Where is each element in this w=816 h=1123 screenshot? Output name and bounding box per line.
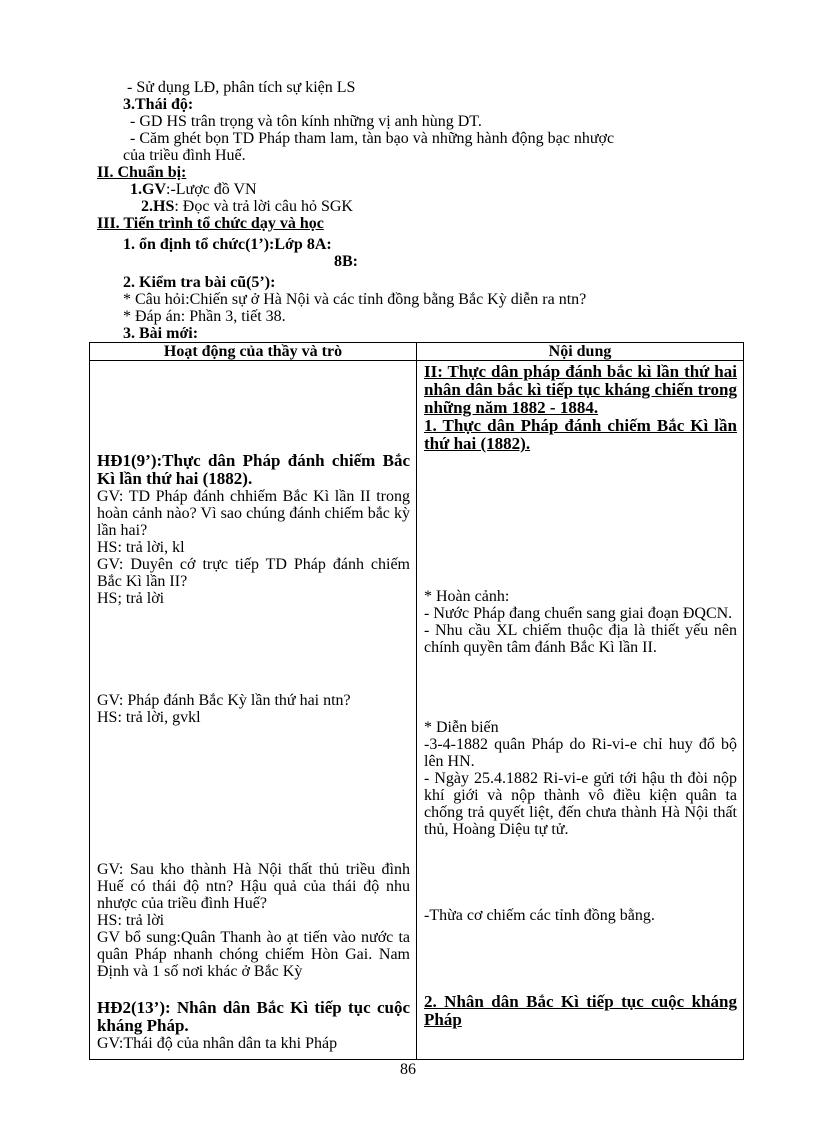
- teacher-question: GV: TD Pháp đánh chhiếm Bắc Kì lần II trong hoàn cảnh nào? Vì sao chúng đánh chiếm bắc kỳ lần hai?: [97, 488, 410, 539]
- content-column: [417, 361, 744, 1060]
- new-lesson-heading: 3. Bài mới:: [123, 325, 199, 342]
- teacher-addition: GV bổ sung:Quân Thanh ào ạt tiến vào nước ta quân Pháp nhanh chóng chiếm Hòn Gai. Nam Định và 1 số nơi khác ở Bắc Kỳ: [97, 929, 410, 980]
- text-line: - Sử dụng LĐ, phân tích sự kiện LS: [127, 79, 356, 96]
- student-answer: HS: trả lời: [97, 912, 165, 929]
- teacher-question: GV: Duyên cớ trực tiếp TD Pháp đánh chiếm Bắc Kì lần II?: [97, 556, 410, 590]
- teacher-question: GV:Thái độ của nhân dân ta khi Pháp: [97, 1035, 338, 1052]
- context-label: * Hoàn cảnh:: [424, 588, 510, 605]
- lesson-table: [89, 342, 744, 1060]
- events-label: * Diễn biến: [424, 719, 499, 736]
- section-heading-process: III. Tiến trình tổ chức dạy và học: [97, 215, 324, 232]
- activities-column: [90, 361, 417, 1060]
- subsection-1-title: 1. Thực dân Pháp đánh chiếm Bắc Kì lần thứ hai (1882).: [424, 416, 737, 453]
- activity-2-title: HĐ2(13’): Nhân dân Bắc Kì tiếp tục cuộc kháng Pháp.: [97, 998, 410, 1035]
- header-activities: Hoạt động của thầy và trò: [90, 343, 417, 361]
- student-answer: HS: trả lời, kl: [97, 539, 185, 556]
- event-item: -3-4-1882 quân Pháp do Ri-vi-e chỉ huy đổ bộ lên HN.: [424, 736, 737, 770]
- student-text: : Đọc và trả lời câu hỏ SGK: [174, 198, 353, 215]
- student-label: 2.HS: [141, 198, 175, 215]
- class-8b: 8B:: [334, 253, 358, 270]
- context-item: - Nước Pháp đang chuển sang giai đoạn ĐQCN.: [424, 605, 733, 622]
- text-line: - GD HS trân trọng và tôn kính những vị anh hùng DT.: [130, 113, 482, 130]
- section-heading-attitude: 3.Thái độ:: [123, 96, 194, 113]
- header-content: Nội dung: [417, 343, 744, 361]
- teacher-text: :-Lược đồ VN: [166, 181, 257, 198]
- subsection-2-title: 2. Nhân dân Bắc Kì tiếp tục cuộc kháng Pháp: [424, 992, 737, 1029]
- section-heading-preparation: II. Chuẩn bị:: [97, 164, 187, 181]
- event-item: - Ngày 25.4.1882 Ri-vi-e gửi tới hậu th đòi nộp khí giới và nộp thành vô điều kiện quân ta chống trả quyết liệt, đến chưa thành Hà Nội thất thủ, Hoàng Diệu tự tử.: [424, 770, 737, 838]
- student-prep: [141, 198, 353, 215]
- context-item: - Nhu cầu XL chiếm thuộc địa là thiết yếu nên chính quyền tâm đánh Bắc Kì lần II.: [424, 622, 737, 656]
- section-2-title: II: Thực dân pháp đánh bắc kì lần thứ hai nhân dân bắc kì tiếp tục kháng chiến trong những năm 1882 - 1884.: [424, 362, 737, 417]
- text-line: - Căm ghét bọn TD Pháp tham lam, tàn bạo và những hành động bạc nhược: [130, 130, 615, 147]
- review-heading: 2. Kiểm tra bài cũ(5’):: [123, 274, 276, 291]
- review-answer: * Đáp án: Phần 3, tiết 38.: [123, 308, 286, 325]
- teacher-question: GV: Sau kho thành Hà Nội thất thủ triều đình Huế có thái độ ntn? Hậu quả của thái độ nhu nhược của triều đình Huế?: [97, 861, 410, 912]
- review-question: * Câu hỏi:Chiến sự ở Hà Nội và các tỉnh đồng bằng Bắc Kỳ diễn ra ntn?: [123, 291, 587, 308]
- teacher-label: 1.GV: [130, 181, 166, 198]
- consequence-item: -Thừa cơ chiếm các tỉnh đồng bằng.: [424, 907, 655, 924]
- teacher-prep: [130, 181, 257, 198]
- text-line: của triều đình Huế.: [123, 147, 246, 164]
- student-answer: HS: trả lời, gvkl: [97, 709, 201, 726]
- activity-1-title: HĐ1(9’):Thực dân Pháp đánh chiếm Bắc Kì lần thứ hai (1882).: [97, 451, 410, 488]
- teacher-question: GV: Pháp đánh Bắc Kỳ lần thứ hai ntn?: [97, 692, 351, 709]
- class-stabilization: 1. ổn định tổ chức(1’):Lớp 8A:: [123, 236, 332, 253]
- page-number: 86: [400, 1061, 416, 1078]
- student-answer: HS; trả lời: [97, 590, 165, 607]
